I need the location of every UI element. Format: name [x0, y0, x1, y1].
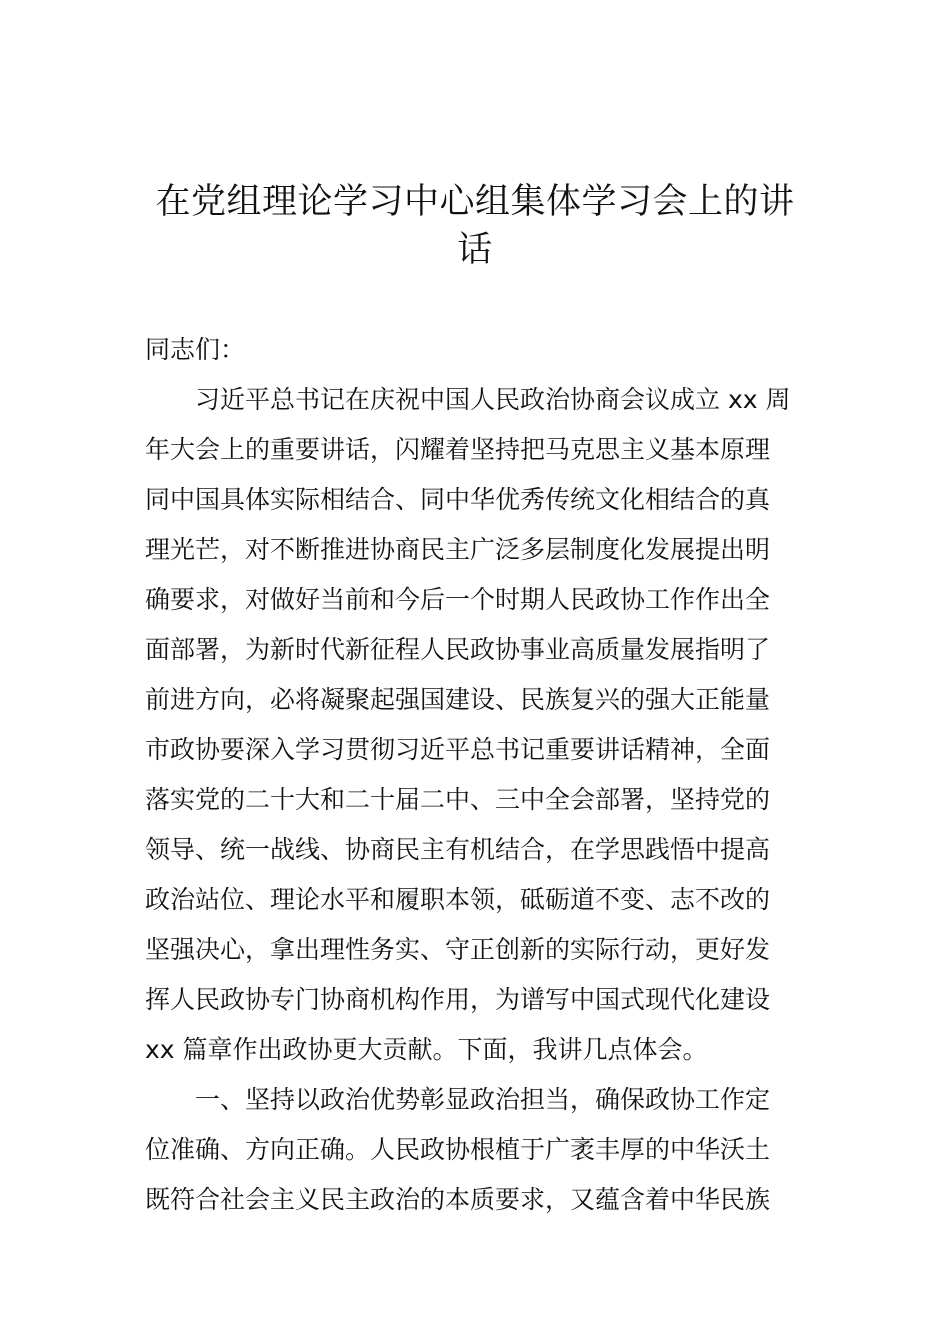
paragraph-line: 市政协要深入学习贯彻习近平总书记重要讲话精神，全面 [145, 735, 771, 764]
paragraph-line: 同中国具体实际相结合、同中华优秀传统文化相结合的真 [145, 485, 771, 514]
salutation: 同志们： [145, 335, 246, 364]
paragraph-line: 理光芒，对不断推进协商民主广泛多层制度化发展提出明 [145, 535, 771, 564]
paragraph-line: 落实党的二十大和二十届二中、三中全会部署，坚持党的 [145, 785, 771, 814]
document-body [145, 325, 807, 1225]
paragraph-line: 既符合社会主义民主政治的本质要求，又蕴含着中华民族 [145, 1185, 771, 1214]
title-line-2: 话 [457, 230, 493, 270]
paragraph-line: xx 篇章作出政协更大贡献。下面，我讲几点体会。 [145, 1035, 708, 1064]
section-heading-line: 一、坚持以政治优势彰显政治担当，确保政协工作定 [195, 1085, 771, 1114]
title-line-1: 在党组理论学习中心组集体学习会上的讲 [155, 182, 795, 222]
paragraph-line: 确要求，对做好当前和今后一个时期人民政协工作作出全 [145, 585, 771, 614]
paragraph-line: 年大会上的重要讲话，闪耀着坚持把马克思主义基本原理 [145, 435, 771, 464]
paragraph-line: 政治站位、理论水平和履职本领，砥砺道不变、志不改的 [145, 885, 771, 914]
paragraph-line: 前进方向，必将凝聚起强国建设、民族复兴的强大正能量 [145, 685, 771, 714]
paragraph-line: 位准确、方向正确。人民政协根植于广袤丰厚的中华沃土 [145, 1135, 771, 1164]
document-title [145, 178, 805, 274]
paragraph-line: 领导、统一战线、协商民主有机结合，在学思践悟中提高 [145, 835, 771, 864]
paragraph-line: 面部署，为新时代新征程人民政协事业高质量发展指明了 [145, 635, 771, 664]
paragraph-line: 挥人民政协专门协商机构作用，为谱写中国式现代化建设 [145, 985, 771, 1014]
paragraph-line: 坚强决心，拿出理性务实、守正创新的实际行动，更好发 [145, 935, 771, 964]
paragraph-line: 习近平总书记在庆祝中国人民政治协商会议成立 xx 周 [195, 385, 791, 414]
